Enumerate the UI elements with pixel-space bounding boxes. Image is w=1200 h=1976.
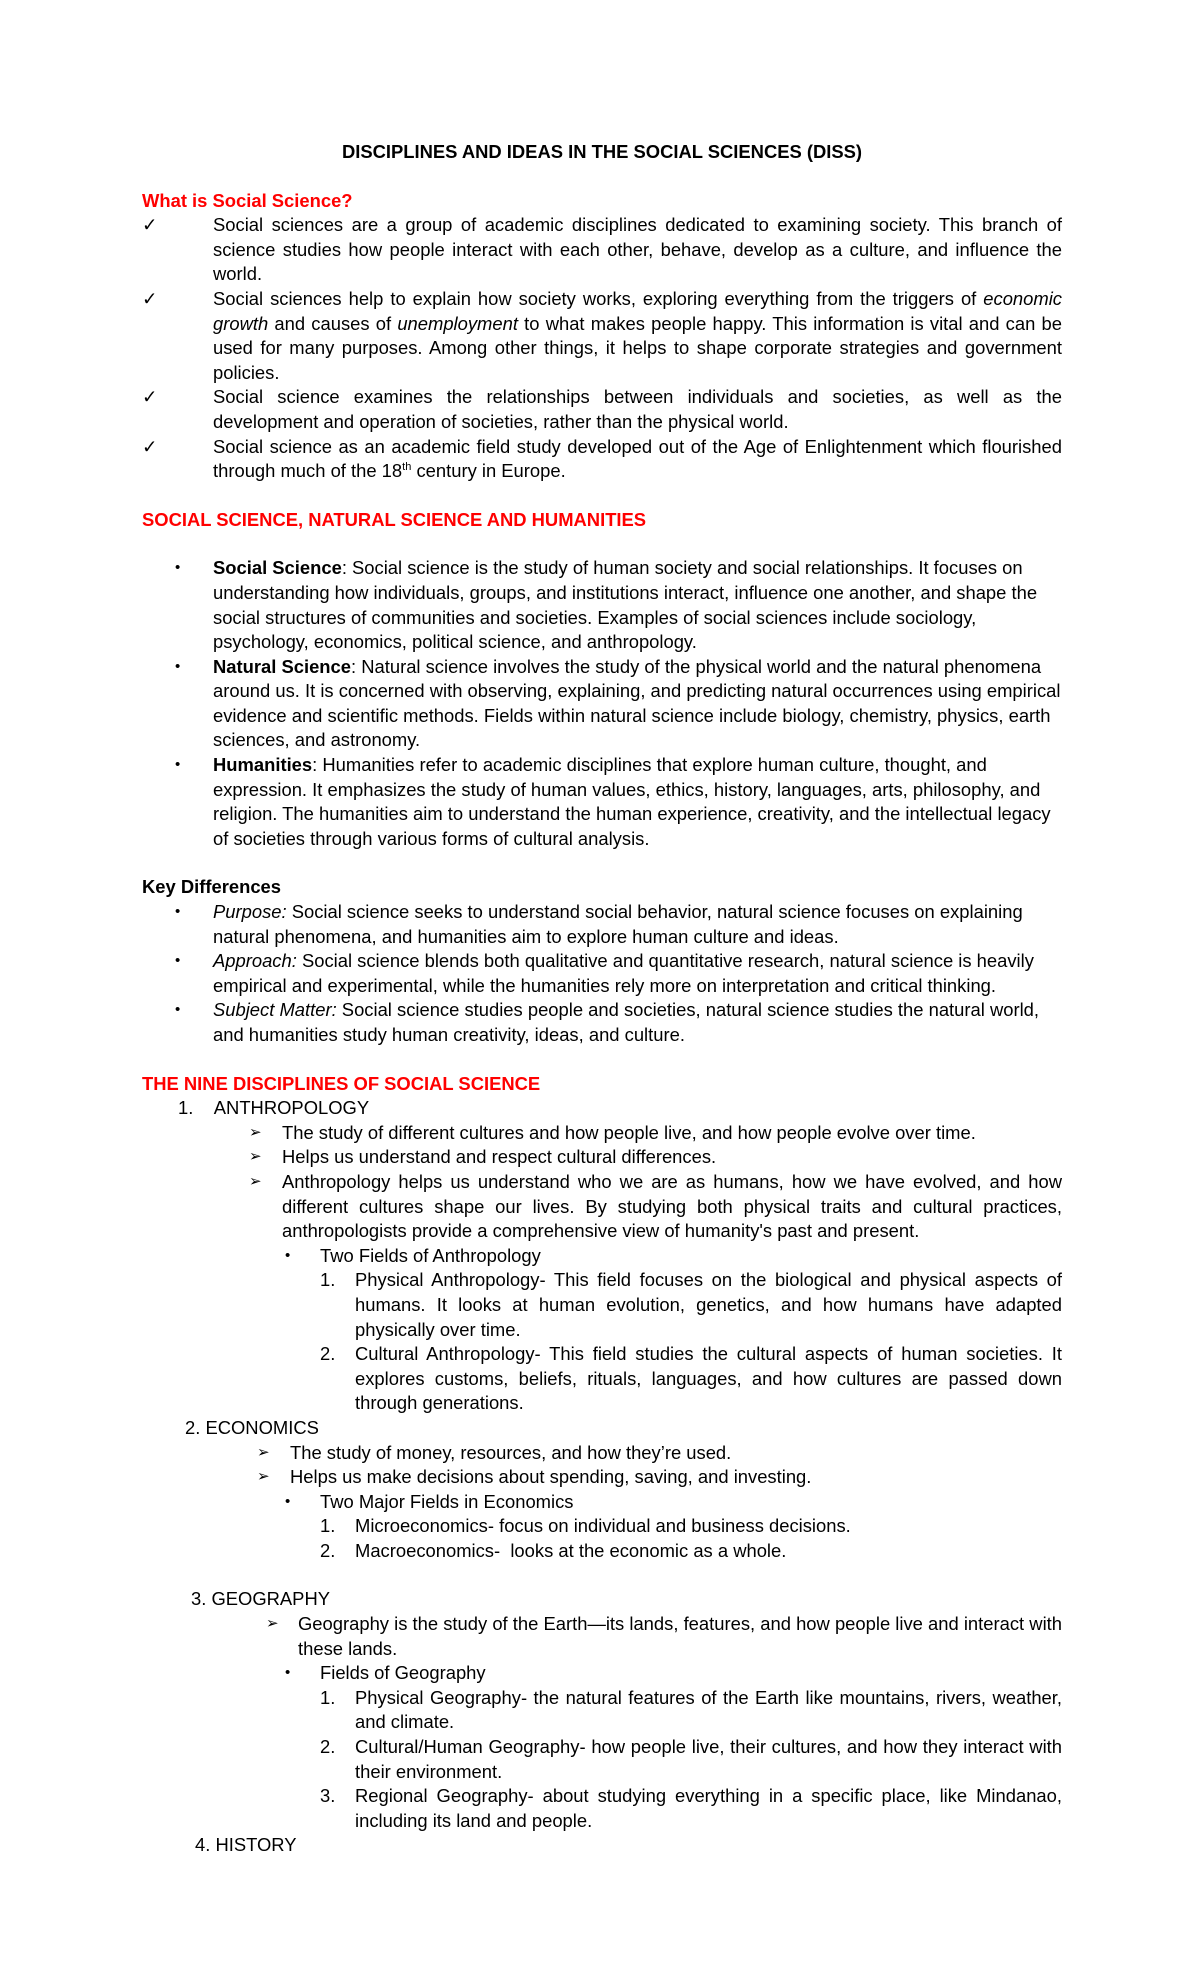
arrow-bullet-icon: ➢	[266, 1615, 279, 1633]
document-title: DISCIPLINES AND IDEAS IN THE SOCIAL SCIENCES (DISS)	[341, 141, 863, 162]
list-item: 1. Physical Geography- the natural features of the Earth like mountains, rivers, weather, and climate.	[320, 1686, 1062, 1733]
bullet-icon: •	[175, 559, 181, 577]
economics-details	[257, 1441, 1062, 1490]
section-heading-what-is-social-science: What is Social Science?	[142, 189, 353, 211]
list-item: • Social Science: Social science is the study of human society and social relationships. It focuses on understanding how individuals, groups, and institutions interact, influence one another, and shape the social structures of communities and societies. Examples of social sciences include sociology, psychology, economics, political science, and anthropology.	[175, 557, 1038, 653]
section-heading-comparison: SOCIAL SCIENCE, NATURAL SCIENCE AND HUMANITIES	[142, 508, 647, 530]
list-item: • Natural Science: Natural science involves the study of the physical world and the natural phenomena around us. It is concerned with observing, explaining, and predicting natural occurrences using empirical evidence and scientific methods. Fields within natural science include biology, chemistry, physics, earth sciences, and astronomy.	[175, 655, 1061, 751]
list-item: ➢ The study of money, resources, and how they’re used.	[257, 1441, 1062, 1466]
discipline-geography: 3. GEOGRAPHY	[191, 1588, 330, 1610]
list-item: 1. Physical Anthropology- This field focuses on the biological and physical aspects of humans. It looks at human evolution, genetics, and how humans have adapted physically over time.	[320, 1269, 1062, 1340]
list-item: • Fields of Geography	[285, 1661, 1062, 1686]
list-item: 1. Microeconomics- focus on individual and business decisions.	[320, 1515, 851, 1537]
list-item: ➢ The study of different cultures and how people live, and how people evolve over time.	[249, 1121, 1062, 1146]
discipline-history: 4. HISTORY	[195, 1834, 297, 1856]
list-item: ✓ Social science as an academic field study developed out of the Age of Enlightenment which flourished through much of the 18th century in Europe.	[142, 435, 1062, 482]
bullet-icon: •	[285, 1246, 291, 1264]
anthropology-details	[249, 1121, 1062, 1416]
list-item: 3. Regional Geography- about studying everything in a specific place, like Mindanao, including its land and people.	[320, 1785, 1062, 1831]
arrow-bullet-icon: ➢	[257, 1468, 270, 1486]
anthropology-fields	[320, 1268, 1062, 1416]
checklist	[142, 213, 1062, 484]
check-icon: ✓	[142, 287, 158, 309]
list-item: 2. Macroeconomics- looks at the economic as a whole.	[320, 1539, 787, 1561]
economics-fields	[320, 1514, 1062, 1563]
bullet-icon: •	[175, 903, 181, 921]
list-item: • Approach: Social science blends both qualitative and quantitative research, natural science is heavily empirical and experimental, while the humanities rely more on interpretation and critical thinking.	[175, 950, 1034, 996]
check-icon: ✓	[142, 386, 158, 408]
economics-fields-block	[285, 1490, 1062, 1564]
key-differences-heading: Key Differences	[142, 876, 282, 898]
document-page	[142, 140, 1062, 1858]
bullet-icon: •	[175, 1001, 181, 1019]
list-item: 2. Cultural/Human Geography- how people live, their cultures, and how they interact with their environment.	[320, 1736, 1062, 1782]
geography-fields-block	[285, 1661, 1062, 1833]
section-heading-nine-disciplines: THE NINE DISCIPLINES OF SOCIAL SCIENCE	[142, 1072, 541, 1094]
geography-details	[266, 1612, 1062, 1661]
list-item: ➢ Anthropology helps us understand who we are as humans, how we have evolved, and how different cultures shape our lives. By studying both physical traits and cultural practices, anthropologists provide a comprehensive view of humanity's past and present.	[249, 1170, 1062, 1242]
list-item: • Two Major Fields in Economics	[285, 1490, 1062, 1515]
list-item: • Humanities: Humanities refer to academic disciplines that explore human culture, thought, and expression. It emphasizes the study of human values, ethics, history, languages, arts, philosophy, and religion. The humanities aim to understand the human experience, creativity, and the intellectual legacy of societies through various forms of cultural analysis.	[175, 754, 1051, 849]
check-icon: ✓	[142, 214, 158, 236]
list-item: ➢ Geography is the study of the Earth—its lands, features, and how people live and interact with these lands.	[266, 1613, 1062, 1659]
bullet-icon: •	[175, 952, 181, 970]
definitions-list	[142, 556, 1062, 851]
bullet-icon: •	[175, 756, 181, 774]
list-item: • Subject Matter: Social science studies people and societies, natural science studies the natural world, and humanities study human creativity, ideas, and culture.	[175, 999, 1039, 1045]
bullet-icon: •	[285, 1664, 291, 1682]
arrow-bullet-icon: ➢	[249, 1123, 262, 1141]
discipline-anthropology: 1. ANTHROPOLOGY	[178, 1097, 370, 1119]
list-item: ✓ Social sciences are a group of academic disciplines dedicated to examining society. This branch of science studies how people interact with each other, behave, develop as a culture, and influence the world.	[142, 214, 1062, 285]
check-icon: ✓	[142, 435, 158, 457]
list-item: ➢ Helps us make decisions about spending, saving, and investing.	[257, 1465, 1062, 1490]
list-item: ✓ Social sciences help to explain how society works, exploring everything from the triggers of economic growth and causes of unemployment to what makes people happy. This information is vital and can be used for many purposes. Among other things, it helps to shape corporate strategies and government policies.	[142, 287, 1062, 383]
bullet-icon: •	[175, 657, 181, 675]
bullet-icon: •	[285, 1492, 291, 1510]
list-item: ➢ Helps us understand and respect cultural differences.	[249, 1145, 1062, 1170]
discipline-economics: 2. ECONOMICS	[185, 1416, 319, 1438]
list-item: • Purpose: Social science seeks to understand social behavior, natural science focuses on explaining natural phenomena, and humanities aim to explore human culture and ideas.	[175, 901, 1023, 947]
geography-fields	[320, 1686, 1062, 1834]
key-differences-list	[142, 900, 1062, 1048]
arrow-bullet-icon: ➢	[249, 1172, 262, 1190]
list-item: • Two Fields of Anthropology	[285, 1244, 1062, 1269]
list-item: ✓ Social science examines the relationships between individuals and societies, as well as the development and operation of societies, rather than the physical world.	[142, 386, 1062, 432]
arrow-bullet-icon: ➢	[249, 1148, 262, 1166]
arrow-bullet-icon: ➢	[257, 1443, 270, 1461]
list-item: 2. Cultural Anthropology- This field studies the cultural aspects of human societies. It explores customs, beliefs, rituals, languages, and how cultures are passed down through generations.	[320, 1343, 1062, 1414]
